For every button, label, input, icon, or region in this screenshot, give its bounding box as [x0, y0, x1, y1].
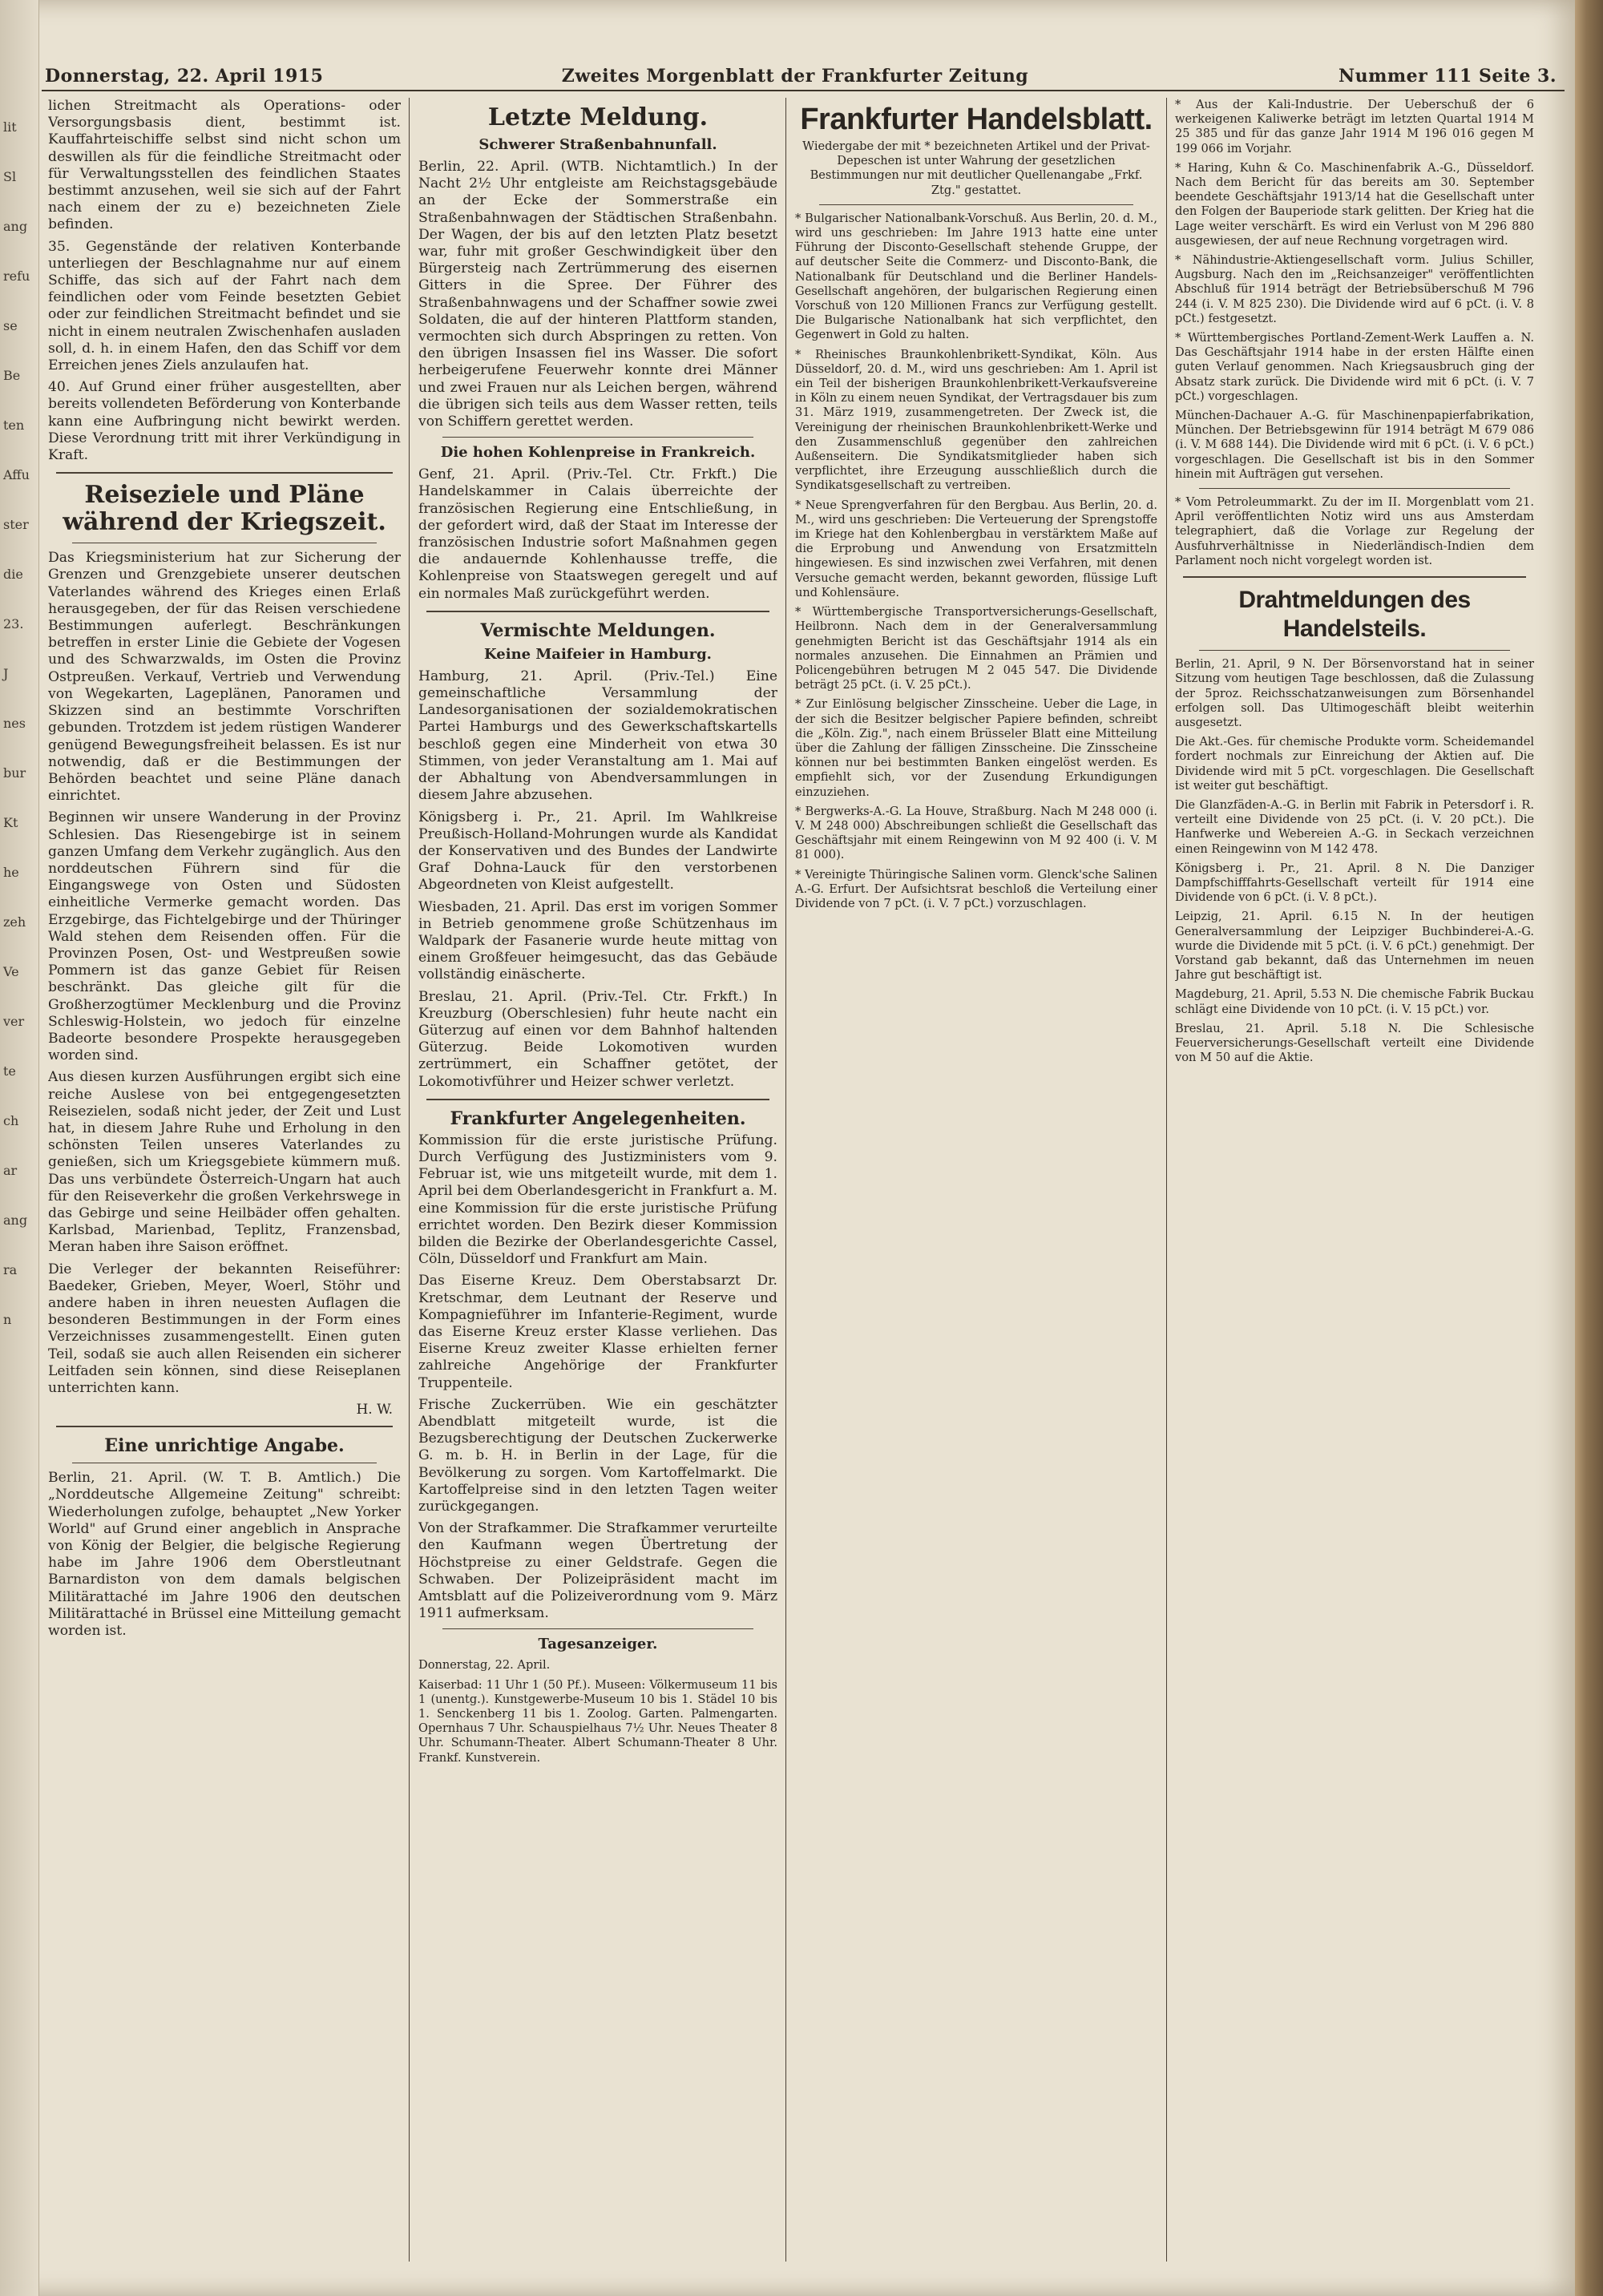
- issue-date: Donnerstag, 22. April 1915: [45, 66, 324, 87]
- adjacent-page-fragment: Sl: [3, 169, 17, 184]
- article-headline: Letzte Meldung.: [487, 103, 709, 131]
- adjacent-page-fragment: Ve: [3, 964, 19, 979]
- article-text: 35. Gegenstände der relativen Konterbande unterliegen der Beschlagnahme nur auf einem Schiffe, das sich auf der Fahrt nach dem feindlichen oder vom Feinde besetzten Gebiet oder zur feindlichen Streitmacht befindet und sie nicht in einem neutralen Zwischenhafen ausladen soll, d. h. in einem Hafen, den das Schiff vor dem Erreichen jenes Ziels anzulaufen hat.: [48, 238, 401, 374]
- article-text: * Neue Sprengverfahren für den Bergbau. Aus Berlin, 20. d. M., wird uns geschrieben: Die Verteuerung der Sprengstoffe im Kriege hat den Kohlenbergbau in verstärktem Maße auf die Erprobung und Anwendung von Ersatzmitteln hingewiesen. Es sind inzwischen zwei Verfahren, mit denen Versuche gemacht werden, bekannt geworden, flüssige Luft und Kohlensäure.: [795, 498, 1157, 599]
- page-number: Nummer 111 Seite 3.: [1338, 66, 1557, 87]
- article-text: Berlin, 22. April. (WTB. Nichtamtlich.) In der Nacht 2½ Uhr entgleiste am Reichstagsgebäude an der Ecke der Sommerstraße ein Straßenbahnwagen der Städtischen Straßenbahn. Der Wagen, der bis auf den letzten Platz besetzt war, fuhr mit großer Geschwindigkeit über den Bürgersteig nach Zertrümmerung des eisernen Gitters in die Spree. Der Führer des Straßenbahnwagens und der Schaffner sowie zwei Soldaten, die auf der hinteren Plattform standen, vermochten sich durch Abspringen zu retten. Von den übrigen Insassen fiel ins Wasser. Die sofort herbeigerufene Feuerwehr konnte drei Männer und zwei Frauen nur als Leichen bergen, während die übrigen sich teils aus dem Wasser retten, teils von Schiffern gerettet werden.: [418, 159, 777, 430]
- adjacent-page-fragment: ver: [3, 1014, 25, 1029]
- article-headline: Eine unrichtige Angabe.: [104, 1435, 345, 1457]
- article-text: Die Verleger der bekannten Reiseführer: Baedeker, Grieben, Meyer, Woerl, Stöhr und andere haben in ihren neuesten Auflagen die besonderen Bestimmungen in der Form eines Verzeichnisses zusammengestellt. Einen guten Teil, sodaß sie auch allen Reisenden ein sicherer Leitfaden sein können, sind diese Reiseplanen unterrichten kann.: [48, 1261, 401, 1397]
- article-text: * Württembergisches Portland-Zement-Werk Lauffen a. N. Das Geschäftsjahr 1914 habe in der ersten Hälfte einen guten Verlauf genommen. Nach Kriegsausbruch ging der Absatz stark zurück. Die Dividende wird mit 6 pCt. (i. V. 7 pCt.) vorgeschlagen.: [1175, 331, 1534, 403]
- article-text: Breslau, 21. April. (Priv.-Tel. Ctr. Frkft.) In Kreuzburg (Oberschlesien) fuhr heute nacht ein Güterzug auf einen vor dem Bahnhof haltenden Güterzug. Beide Lokomotiven wurden zertrümmert, ein Schaffner getötet, der Lokomotivführer und Heizer schwer verletzt.: [418, 988, 777, 1090]
- adjacent-page-fragment: ar: [3, 1163, 18, 1178]
- adjacent-page-fragment: ster: [3, 517, 29, 532]
- adjacent-page-fragment: te: [3, 1063, 16, 1079]
- masthead: [42, 63, 1565, 91]
- adjacent-page-fragment: bur: [3, 765, 26, 781]
- adjacent-page-fragment: Be: [3, 368, 21, 383]
- adjacent-page-fragment: ten: [3, 418, 25, 433]
- article-text: Berlin, 21. April. (W. T. B. Amtlich.) Die „Norddeutsche Allgemeine Zeitung" schreibt: Wiederholungen zufolge, behauptet „New Yorker World" auf Grund einer angeblich in Ansprache von König der Belgier, die belgische Regierung habe im Jahre 1906 dem Oberstleutnant Barnardiston von dem damals belgischen Militärattaché im Jahre 1906 den deutschen Militärattaché in Brüssel eine Mitteilung gemacht worden ist.: [48, 1470, 401, 1640]
- article-text: Beginnen wir unsere Wanderung in der Provinz Schlesien. Das Riesengebirge ist in seinem ganzen Umfang dem Verkehr zugänglich. Aus den norddeutschen Führern sind für die Eingangswege von Osten und Südosten einheitliche Vermerke gemacht worden. Das Erzgebirge, das Fichtelgebirge und der Thüringer Wald stehen dem Reisenden offen. Für die Provinzen Posen, Ost- und Westpreußen sowie Pommern ist das ganze Gebiet für Reisen beschränkt. Das gleiche gilt für die Großherzogtümer Mecklenburg und die Provinz Schleswig-Holstein, wo jedoch für einzelne Badeorte besondere Prospekte herausgegeben worden sind.: [48, 809, 401, 1064]
- article-text: Breslau, 21. April. 5.18 N. Die Schlesische Feuerversicherungs-Gesellschaft verteilt eine Dividende von M 50 auf die Aktie.: [1175, 1021, 1534, 1065]
- newspaper-title: Zweites Morgenblatt der Frankfurter Zeitung: [561, 66, 1029, 87]
- listing-text: Kaiserbad: 11 Uhr 1 (50 Pf.). Museen: Völkermuseum 11 bis 1 (unentg.). Kunstgewerbe-Museum 10 bis 1. Städel 10 bis 1. Senckenberg 11 bis 1. Zoolog. Garten. Palmengarten. Opernhaus 7 Uhr. Schauspielhaus 7½ Uhr. Neues Theater 8 Uhr. Schumann-Theater. Albert Schumann-Theater 8 Uhr. Frankf. Kunstverein.: [418, 1677, 777, 1765]
- article-text: Hamburg, 21. April. (Priv.-Tel.) Eine gemeinschaftliche Versammlung der Landesorganisationen der sozialdemokratischen Partei Hamburgs und des Gewerkschaftskartells beschloß gegen eine Minderheit von etwa 30 Stimmen, von jeder Veranstaltung am 1. Mai auf der Abhaltung von Abendversammlungen in diesem Jahre abzusehen.: [418, 668, 777, 804]
- article-text: Von der Strafkammer. Die Strafkammer verurteilte den Kaufmann wegen Übertretung der Höchstpreise zu einer Geldstrafe. Gegen die Schwaben. Der Polizeipräsident macht im Amtsblatt auf die Polizeiverordnung vom 9. März 1911 aufmerksam.: [418, 1520, 777, 1622]
- section-headline: Tagesanzeiger.: [538, 1636, 658, 1653]
- article-headline: Vermischte Meldungen.: [480, 619, 716, 641]
- article-text: * Nähindustrie-Aktiengesellschaft vorm. Julius Schiller, Augsburg. Nach den im „Reichsanzeiger" veröffentlichten Abschluß für 1914 beträgt der Betriebsüberschuß M 796 244 (i. V. M 825 230). Die Dividende wird auf 6 pCt. (i. V. 8 pCt.) festgesetzt.: [1175, 253, 1534, 325]
- section-headline: Frankfurter Handelsblatt.: [800, 103, 1153, 136]
- listing-date: Donnerstag, 22. April.: [418, 1658, 551, 1673]
- adjacent-page-fragment: zeh: [3, 914, 26, 930]
- article-text: Genf, 21. April. (Priv.-Tel. Ctr. Frkft.) Die Handelskammer in Calais überreichte der französischen Regierung eine Entschließung, in der gefordert wird, daß der Staat im Interesse der französischen Industrie sofort Maßnahmen gegen die andauernde Kohlenhausse treffe, die Kohlenpreise von Staatswegen geregelt und auf ein normales Maß zurückgeführt werden.: [418, 466, 777, 602]
- article-text: Das Eiserne Kreuz. Dem Oberstabsarzt Dr. Kretschmar, dem Leutnant der Reserve und Kompagnieführer im Infanterie-Regiment, wurde das Eiserne Kreuz erster Klasse verliehen. Das Eiserne Kreuz zweiter Klasse erhielten ferner zahlreiche Angehörige der Frankfurter Truppenteile.: [418, 1273, 777, 1391]
- article-text: * Württembergische Transportversicherungs-Gesellschaft, Heilbronn. Nach dem in der Generalversammlung genehmigten Bericht ist das Geschäftsjahr 1914 als ein normales anzusehen. Die Einnahmen an Prämien und Policengebühren betrugen M 2 045 547. Die Dividende beträgt 25 pCt. (i. V. 25 pCt.).: [795, 605, 1157, 692]
- column-1: [48, 98, 401, 2262]
- article-text: Frische Zuckerrüben. Wie ein geschätzter Abendblatt mitgeteilt wurde, ist die Bezugsberechtigung der Deutschen Zuckerwerke G. m. b. H. in Berlin in der Lage, für die Bevölkerung zu sorgen. Vom Kartoffelmarkt. Die Kartoffelpreise sind in den letzten Tagen weiter zurückgegangen.: [418, 1396, 777, 1515]
- author-signature: H. W.: [356, 1402, 393, 1418]
- column-2: [418, 98, 777, 2262]
- article-text: Die Glanzfäden-A.-G. in Berlin mit Fabrik in Petersdorf i. R. verteilt eine Dividende von 25 pCt. (i. V. 20 pCt.). Die Hanfwerke und Webereien A.-G. in Seckach verzeichnen einen Reingewinn von M 142 478.: [1175, 797, 1534, 856]
- adjacent-page-fragment: ch: [3, 1113, 19, 1128]
- article-headline: Reiseziele und Pläne während der Kriegszeit.: [63, 481, 386, 537]
- adjacent-page-fragment: refu: [3, 268, 30, 284]
- column-4: [1175, 98, 1534, 2262]
- adjacent-page-edge: [0, 0, 39, 2296]
- adjacent-page-fragment: n: [3, 1312, 12, 1327]
- adjacent-page-fragment: nes: [3, 716, 26, 731]
- article-text: München-Dachauer A.-G. für Maschinenpapierfabrikation, München. Der Betriebsgewinn für 1914 beträgt M 679 086 (i. V. M 688 144). Die Dividende wird mit 6 pCt. (i. V. 6 pCt.) vorgeschlagen. Die Gesellschaft ist bis in den Sommer hinein mit Aufträgen gut versehen.: [1175, 409, 1534, 481]
- article-text: * Bergwerks-A.-G. La Houve, Straßburg. Nach M 248 000 (i. V. M 248 000) Abschreibungen schließt die Gesellschaft das Geschäftsjahr mit einem Reingewinn von M 92 400 (i. V. M 81 000).: [795, 804, 1157, 862]
- article-text: * Vereinigte Thüringische Salinen vorm. Glenck'sche Salinen A.-G. Erfurt. Der Aufsichtsrat beschloß die Verteilung einer Dividende von 7 pCt. (i. V. 7 pCt.) vorzuschlagen.: [795, 867, 1157, 910]
- adjacent-page-fragment: die: [3, 567, 23, 582]
- adjacent-page-fragment: he: [3, 865, 19, 880]
- article-text: * Bulgarischer Nationalbank-Vorschuß. Aus Berlin, 20. d. M., wird uns geschrieben: Im Jahre 1913 hatte eine unter Führung der Disconto-Gesellschaft stehende Gruppe, der auf deutscher Seite die Commerz- und Disconto-Bank, die Nationalbank für Deutschland und die Berliner Handels-Gesellschaft angehören, der bulgarischen Regierung einen Vorschuß von 120 Millionen Francs zur Verfügung gestellt. Die Bulgarische Nationalbank hat sich verpflichtet, den Gegenwert in Gold zu halten.: [795, 211, 1157, 342]
- article-text: * Vom Petroleummarkt. Zu der im II. Morgenblatt vom 21. April veröffentlichten Notiz wird uns aus Amsterdam telegraphiert, daß die Vorlage zur Regelung der Ausfuhrverhältnisse in Niederländisch-Indien dem Parlament noch nicht vorgelegt worden ist.: [1175, 495, 1534, 567]
- article-text: Die Akt.-Ges. für chemische Produkte vorm. Scheidemandel fordert nochmals zur Einreichung der Aktien auf. Die Dividende wird mit 5 pCt. vorgeschlagen. Die Gesellschaft ist weiter gut beschäftigt.: [1175, 735, 1534, 793]
- adjacent-page-fragment: Affu: [3, 467, 30, 482]
- copyright-note: Wiedergabe der mit * bezeichneten Artikel und der Privat-Depeschen ist unter Wahrung der gesetzlichen Bestimmungen nur mit deutlicher Quellenangabe „Frkf. Ztg." gestattet.: [802, 139, 1150, 197]
- article-text: * Aus der Kali-Industrie. Der Ueberschuß der 6 werkeigenen Kaliwerke beträgt im letzten Quartal 1914 M 25 385 und für das ganze Jahr 1914 M 196 016 gegen M 199 066 im Vorjahr.: [1175, 98, 1534, 155]
- book-spine: [1575, 0, 1603, 2296]
- adjacent-page-fragment: J: [3, 666, 9, 681]
- adjacent-page-fragment: 23.: [3, 616, 24, 632]
- article-text: Das Kriegsministerium hat zur Sicherung der Grenzen und Grenzgebiete unserer deutschen Vaterlandes während des Krieges einen Erlaß herausgegeben, der für das Reisen verschiedene Bestimmungen auferlegt. Beschränkungen betreffen in erster Linie die Gebiete der Vogesen und des Schwarzwalds, im Osten die Provinz Ostpreußen. Verkauf, Vertrieb und Verwendung von Wegekarten, Lageplänen, Panoramen und Skizzen sind an bestimmte Vorschriften gebunden. Trotzdem ist jedem rüstigen Wanderer genügend Bewegungsfreiheit belassen. Es ist nur notwendig, daß er die Bestimmungen der Behörden beachtet und seine Pläne danach einrichtet.: [48, 550, 401, 805]
- article-text: Berlin, 21. April, 9 N. Der Börsenvorstand hat in seiner Sitzung vom heutigen Tage beschlossen, daß die Zulassung der 5proz. Reichsschatzanweisungen zum Börsenhandel erfolgen soll. Das Ultimogeschäft bleibt weiterhin ausgesetzt.: [1175, 657, 1534, 729]
- article-text: Königsberg i. Pr., 21. April. Im Wahlkreise Preußisch-Holland-Mohrungen wurde als Kandidat der Konservativen und des Bundes der Landwirte Graf Dohna-Lauck für den verstorbenen Abgeordneten von Kleist aufgestellt.: [418, 809, 777, 894]
- adjacent-page-fragment: Kt: [3, 815, 18, 830]
- article-subheadline: Keine Maifeier in Hamburg.: [484, 645, 712, 663]
- article-text: Königsberg i. Pr., 21. April. 8 N. Die Danziger Dampfschifffahrts-Gesellschaft verteilt für 1914 eine Dividende von 6 pCt. (i. V. 8 pCt.).: [1175, 861, 1534, 905]
- article-headline: Frankfurter Angelegenheiten.: [450, 1108, 746, 1129]
- article-text: Aus diesen kurzen Ausführungen ergibt sich eine reiche Auslese von bei entgegengesetzten Reisezielen, sodaß nicht jeder, der Zeit und Lust hat, in diesem Jahre Ruhe und Erholung in den schönsten Teilen unseres Vaterlandes zu genießen, sich um Kriegsgebiete kümmern muß. Das uns verbündete Österreich-Ungarn hat auch für den Reiseverkehr die großen Verkehrswege in das Gebirge und seine Heilbäder offen gehalten. Karlsbad, Marienbad, Teplitz, Franzensbad, Meran haben ihre Saison eröffnet.: [48, 1069, 401, 1256]
- adjacent-page-fragment: ang: [3, 219, 28, 234]
- article-text: lichen Streitmacht als Operations- oder Versorgungsbasis dient, bestimmt ist. Kauffahrteischiffe selbst sind nicht schon um deswillen als für die feindliche Streitmacht oder für Verwaltungsstellen des feindlichen Staates bestimmt anzusehen, weil sie sich auf der Fahrt nach einem der zu e) bezeichneten Ziele befinden.: [48, 98, 401, 233]
- article-text: * Zur Einlösung belgischer Zinsscheine. Ueber die Lage, in der sich die Besitzer belgischer Papiere befinden, schreibt die „Köln. Zig.", nach einem Brüsseler Blatt eine Mitteilung über die Zahlung der fälligen Zinsscheine. Die Zinsscheine können nur bei bestimmten Banken eingelöst werden. Es empfiehlt sich, vor der Zusendung Erkundigungen einzuziehen.: [795, 697, 1157, 799]
- section-headline: Drahtmeldungen des Handelsteils.: [1238, 587, 1471, 643]
- adjacent-page-fragment: ra: [3, 1262, 18, 1277]
- article-headline: Die hohen Kohlenpreise in Frankreich.: [440, 444, 756, 462]
- article-text: Magdeburg, 21. April, 5.53 N. Die chemische Fabrik Buckau schlägt eine Dividende von 10 pCt. (i. V. 15 pCt.) vor.: [1175, 987, 1534, 1016]
- adjacent-page-fragment: ang: [3, 1213, 28, 1228]
- article-text: Leipzig, 21. April. 6.15 N. In der heutigen Generalversammlung der Leipziger Buchbinderei-A.-G. wurde die Dividende mit 5 pCt. (i. V. 6 pCt.) genehmigt. Der Vorstand gab bekannt, daß das Unternehmen im neuen Jahre gut beschäftigt ist.: [1175, 910, 1534, 983]
- article-text: Wiesbaden, 21. April. Das erst im vorigen Sommer in Betrieb genommene große Schützenhaus im Waldpark der Fasanerie wurde heute mittag von einem Großfeuer heimgesucht, das das Gebäude vollständig einäscherte.: [418, 898, 777, 983]
- article-text: * Haring, Kuhn & Co. Maschinenfabrik A.-G., Düsseldorf. Nach dem Bericht für das bereits am 30. September beendete Geschäftsjahr 1913/14 hat die Gesellschaft unter den Folgen der Bauperiode stark gelitten. Der Krieg hat die Lage weiter verschärft. Es wird ein Verlust von M 296 880 ausgewiesen, der auf neue Rechnung vorgetragen wird.: [1175, 160, 1534, 248]
- adjacent-page-fragment: se: [3, 318, 18, 333]
- adjacent-page-fragment: lit: [3, 119, 17, 135]
- article-text: 40. Auf Grund einer früher ausgestellten, aber bereits vollendeten Beförderung von Konterbande kann eine Aufbringung nicht bewirkt werden. Diese Verordnung tritt mit ihrer Verkündigung in Kraft.: [48, 379, 401, 464]
- article-subheadline: Schwerer Straßenbahnunfall.: [478, 136, 717, 153]
- article-text: * Rheinisches Braunkohlenbrikett-Syndikat, Köln. Aus Düsseldorf, 20. d. M., wird uns geschrieben: Am 1. April ist ein Teil der bisherigen Braunkohlenbrikett-Verkaufsvereine in Köln zu einem neuen Syndikat, der Vertragsdauer bis zum 31. März 1919, zusammengetreten. Der Zweck ist, die Vereinigung der rheinischen Braunkohlenbrikett-Werke und den Zusammenschluß gegenüber den zahlreichen Außenseitern. Die Syndikatsmitglieder haben sich verpflichtet, ihre Erzeugung ausschließlich durch die Syndikatsgesellschaft zu vertreiben.: [795, 347, 1157, 493]
- column-3: [795, 98, 1157, 2262]
- article-text: Kommission für die erste juristische Prüfung. Durch Verfügung des Justizministers vom 9. Februar ist, wie uns mitgeteilt wurde, mit dem 1. April bei dem Oberlandesgericht in Frankfurt a. M. eine Kommission für die erste juristische Prüfung errichtet worden. Den Bezirk dieser Kommission bilden die Bezirke der Oberlandesgerichte Cassel, Cöln, Düsseldorf und Frankfurt am Main.: [418, 1132, 777, 1268]
